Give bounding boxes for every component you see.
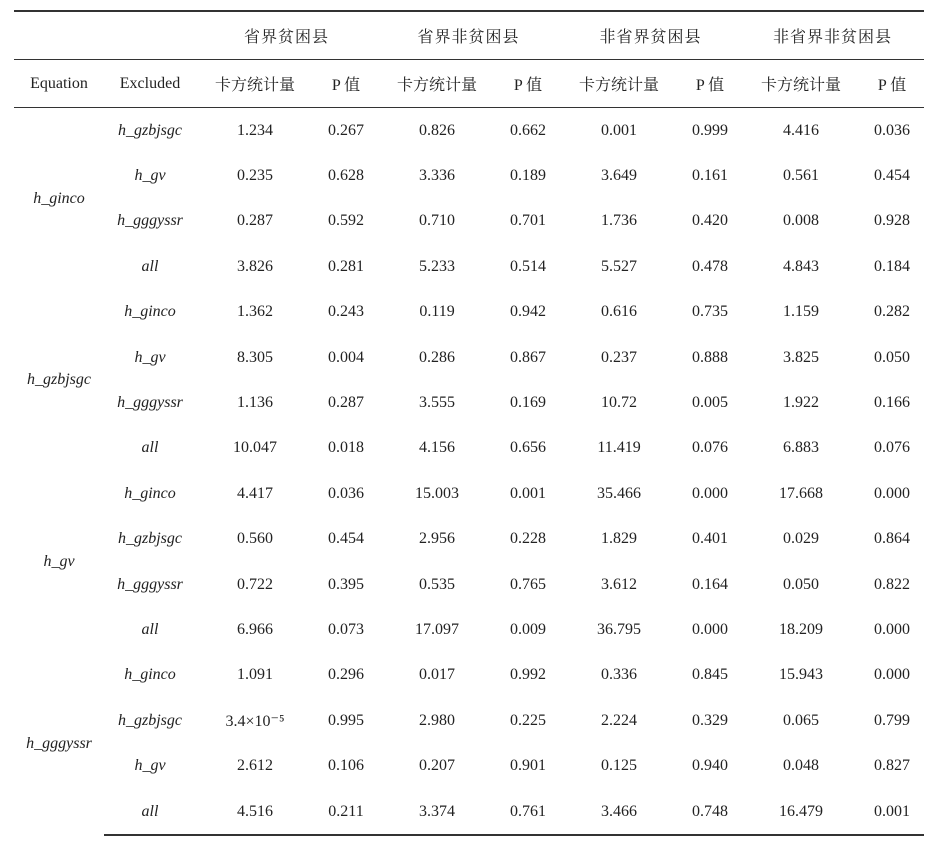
p-value-cell: 0.454 — [328, 530, 364, 548]
p-value-cell: 0.942 — [510, 303, 547, 321]
p-value-cell: 0.228 — [510, 530, 547, 548]
chi-header: 卡方统计量 — [378, 60, 496, 108]
p-value-cell: 0.287 — [328, 394, 364, 412]
chi-square-cell: 16.479 — [742, 789, 860, 835]
p-value-cell: 0.036 — [328, 484, 364, 502]
p-value-cell: 0.478 — [692, 257, 729, 275]
chi-square-cell: 3.825 — [783, 348, 820, 366]
excluded-cell: h_gv — [134, 167, 166, 185]
chi-square-cell: 3.4×10⁻⁵ — [225, 712, 285, 730]
chi-square-cell: 15.003 — [415, 484, 460, 502]
p-value-cell: 0.761 — [496, 789, 560, 835]
p-value-cell: 0.009 — [510, 620, 547, 638]
chi-square-cell: 2.980 — [419, 711, 456, 729]
table-row — [14, 607, 924, 652]
p-value-cell: 0.184 — [874, 257, 911, 275]
table-row — [14, 698, 924, 743]
group-header: 非省界非贫困县 — [742, 11, 924, 60]
chi-square-cell: 5.233 — [419, 257, 456, 275]
chi-square-cell: 2.224 — [601, 711, 638, 729]
excluded-cell: h_gv — [134, 348, 166, 366]
p-value-cell: 0.050 — [874, 348, 911, 366]
chi-square-cell: 0.561 — [783, 167, 820, 185]
p-value-cell: 0.004 — [328, 348, 364, 366]
excluded-cell: h_ginco — [124, 484, 176, 502]
chi-header: 卡方统计量 — [560, 60, 678, 108]
chi-square-cell: 3.612 — [601, 575, 638, 593]
excluded-cell: h_gzbjsgc — [118, 121, 182, 139]
chi-header: 卡方统计量 — [196, 60, 314, 108]
chi-square-cell: 4.416 — [783, 121, 820, 139]
p-value-cell: 0.296 — [328, 666, 364, 684]
chi-square-cell: 3.826 — [237, 257, 273, 275]
excluded-cell: all — [141, 257, 159, 275]
chi-square-cell: 0.826 — [419, 121, 456, 139]
chi-square-cell: 0.017 — [419, 666, 456, 684]
p-value-cell: 0.748 — [678, 789, 742, 835]
p-value-cell: 0.628 — [328, 167, 364, 185]
excluded-cell: h_ginco — [124, 303, 176, 321]
table-row — [14, 743, 924, 788]
p-value-cell: 0.018 — [328, 439, 364, 457]
p-value-cell: 0.799 — [874, 711, 911, 729]
p-value-cell: 0.867 — [510, 348, 547, 366]
p-value-cell: 0.000 — [692, 620, 729, 638]
table-row — [14, 153, 924, 198]
chi-square-cell: 5.527 — [601, 257, 638, 275]
p-value-cell: 0.992 — [510, 666, 547, 684]
excluded-header: Excluded — [104, 60, 196, 108]
chi-square-cell: 10.72 — [601, 394, 638, 412]
chi-header: 卡方统计量 — [742, 60, 860, 108]
p-value-cell: 0.656 — [510, 439, 547, 457]
chi-square-cell: 0.235 — [237, 167, 273, 185]
p-value-cell: 0.000 — [692, 484, 729, 502]
p-value-cell: 0.161 — [692, 167, 729, 185]
chi-square-cell: 3.374 — [378, 789, 496, 835]
granger-causality-table — [14, 10, 924, 836]
p-value-cell: 0.845 — [692, 666, 729, 684]
chi-square-cell: 35.466 — [597, 484, 642, 502]
chi-square-cell: 36.795 — [597, 620, 642, 638]
chi-square-cell: 1.922 — [783, 394, 820, 412]
chi-square-cell: 0.722 — [237, 575, 273, 593]
p-value-cell: 0.005 — [692, 394, 729, 412]
p-value-cell: 0.267 — [328, 121, 364, 139]
excluded-cell: all — [141, 620, 159, 638]
p-value-cell: 0.000 — [874, 620, 911, 638]
p-value-cell: 0.001 — [510, 484, 547, 502]
chi-square-cell: 4.516 — [196, 789, 314, 835]
chi-square-cell: 11.419 — [597, 439, 641, 457]
chi-square-cell: 0.287 — [237, 212, 273, 230]
chi-square-cell: 0.048 — [783, 757, 820, 775]
chi-square-cell: 6.883 — [783, 439, 820, 457]
p-value-cell: 0.076 — [874, 439, 911, 457]
table-row — [14, 789, 924, 835]
p-header: P 值 — [496, 60, 560, 108]
chi-square-cell: 0.001 — [601, 121, 638, 139]
p-value-cell: 0.243 — [328, 303, 364, 321]
excluded-cell: h_gzbjsgc — [118, 530, 182, 548]
excluded-cell: all — [104, 789, 196, 835]
equation-cell: h_gv — [43, 552, 75, 570]
chi-square-cell: 6.966 — [237, 620, 273, 638]
p-value-cell: 0.999 — [692, 121, 729, 139]
table-row — [14, 562, 924, 607]
p-header: P 值 — [678, 60, 742, 108]
equation-header: Equation — [14, 60, 104, 108]
group-header: 省界贫困县 — [196, 11, 378, 60]
p-value-cell: 0.995 — [328, 711, 364, 729]
chi-square-cell: 0.125 — [601, 757, 638, 775]
chi-square-cell: 0.207 — [419, 757, 456, 775]
p-value-cell: 0.735 — [692, 303, 729, 321]
chi-square-cell: 2.612 — [237, 757, 273, 775]
chi-square-cell: 10.047 — [233, 439, 277, 457]
chi-square-cell: 8.305 — [237, 348, 273, 366]
chi-square-cell: 0.050 — [783, 575, 820, 593]
table-row — [14, 471, 924, 516]
p-value-cell: 0.281 — [328, 257, 364, 275]
chi-square-cell: 1.234 — [237, 121, 273, 139]
chi-square-cell: 1.736 — [601, 212, 638, 230]
equation-cell: h_gggyssr — [26, 734, 92, 752]
chi-square-cell: 0.616 — [601, 303, 638, 321]
chi-square-cell: 3.336 — [419, 167, 456, 185]
chi-square-cell: 0.119 — [419, 303, 455, 321]
chi-square-cell: 0.710 — [419, 212, 456, 230]
table-body — [14, 108, 924, 836]
group-header-row — [14, 11, 924, 60]
p-value-cell: 0.076 — [692, 439, 729, 457]
chi-square-cell: 15.943 — [779, 666, 824, 684]
chi-square-cell: 1.829 — [601, 530, 638, 548]
group-header: 非省界贫困县 — [560, 11, 742, 60]
table-row — [14, 653, 924, 698]
p-header: P 值 — [860, 60, 924, 108]
chi-square-cell: 0.237 — [601, 348, 638, 366]
excluded-cell: h_ginco — [124, 666, 176, 684]
table-row — [14, 426, 924, 471]
p-value-cell: 0.000 — [874, 484, 911, 502]
p-value-cell: 0.395 — [328, 575, 364, 593]
header-blank — [14, 11, 196, 60]
chi-square-cell: 3.555 — [419, 394, 456, 412]
chi-square-cell: 3.649 — [601, 167, 638, 185]
chi-square-cell: 0.008 — [783, 212, 820, 230]
p-value-cell: 0.592 — [328, 212, 364, 230]
chi-square-cell: 2.956 — [419, 530, 456, 548]
chi-square-cell: 1.091 — [237, 666, 273, 684]
p-value-cell: 0.282 — [874, 303, 911, 321]
chi-square-cell: 0.286 — [419, 348, 456, 366]
chi-square-cell: 4.417 — [237, 484, 273, 502]
p-value-cell: 0.401 — [692, 530, 729, 548]
p-value-cell: 0.888 — [692, 348, 729, 366]
p-value-cell: 0.073 — [328, 620, 364, 638]
p-value-cell: 0.765 — [510, 575, 547, 593]
p-value-cell: 0.901 — [510, 757, 547, 775]
p-value-cell: 0.225 — [510, 711, 547, 729]
p-value-cell: 0.169 — [510, 394, 547, 412]
chi-square-cell: 0.560 — [237, 530, 273, 548]
p-value-cell: 0.454 — [874, 167, 911, 185]
table-row — [14, 108, 924, 154]
chi-square-cell: 0.065 — [783, 711, 820, 729]
p-value-cell: 0.189 — [510, 167, 547, 185]
p-value-cell: 0.827 — [874, 757, 911, 775]
p-value-cell: 0.928 — [874, 212, 911, 230]
table-row — [14, 380, 924, 425]
chi-square-cell: 4.843 — [783, 257, 820, 275]
p-value-cell: 0.211 — [314, 789, 378, 835]
equation-cell: h_gzbjsgc — [27, 371, 91, 389]
p-value-cell: 0.001 — [860, 789, 924, 835]
chi-square-cell: 1.159 — [783, 303, 820, 321]
chi-square-cell: 18.209 — [779, 620, 824, 638]
p-value-cell: 0.166 — [874, 394, 911, 412]
table-row — [14, 290, 924, 335]
chi-square-cell: 1.362 — [237, 303, 273, 321]
chi-square-cell: 17.097 — [415, 620, 460, 638]
excluded-cell: all — [141, 439, 159, 457]
p-value-cell: 0.420 — [692, 212, 729, 230]
p-value-cell: 0.000 — [874, 666, 911, 684]
chi-square-cell: 0.336 — [601, 666, 638, 684]
excluded-cell: h_gggyssr — [117, 212, 183, 230]
table-row — [14, 199, 924, 244]
table-row — [14, 244, 924, 289]
chi-square-cell: 3.466 — [560, 789, 678, 835]
excluded-cell: h_gggyssr — [117, 575, 183, 593]
chi-square-cell: 17.668 — [779, 484, 824, 502]
excluded-cell: h_gzbjsgc — [118, 711, 182, 729]
p-value-cell: 0.662 — [510, 121, 547, 139]
group-header: 省界非贫困县 — [378, 11, 560, 60]
p-value-cell: 0.701 — [510, 212, 547, 230]
p-value-cell: 0.036 — [874, 121, 911, 139]
p-value-cell: 0.164 — [692, 575, 729, 593]
p-value-cell: 0.514 — [510, 257, 547, 275]
table-row — [14, 517, 924, 562]
chi-square-cell: 4.156 — [419, 439, 456, 457]
p-value-cell: 0.822 — [874, 575, 911, 593]
p-value-cell: 0.864 — [874, 530, 911, 548]
excluded-cell: h_gggyssr — [117, 394, 183, 412]
table-row — [14, 335, 924, 380]
chi-square-cell: 0.535 — [419, 575, 456, 593]
equation-cell: h_ginco — [33, 189, 85, 207]
chi-square-cell: 1.136 — [237, 394, 273, 412]
p-value-cell: 0.940 — [692, 757, 729, 775]
excluded-cell: h_gv — [134, 757, 166, 775]
chi-square-cell: 0.029 — [783, 530, 820, 548]
p-value-cell: 0.329 — [692, 711, 729, 729]
p-value-cell: 0.106 — [328, 757, 364, 775]
p-header: P 值 — [314, 60, 378, 108]
column-header-row — [14, 60, 924, 108]
